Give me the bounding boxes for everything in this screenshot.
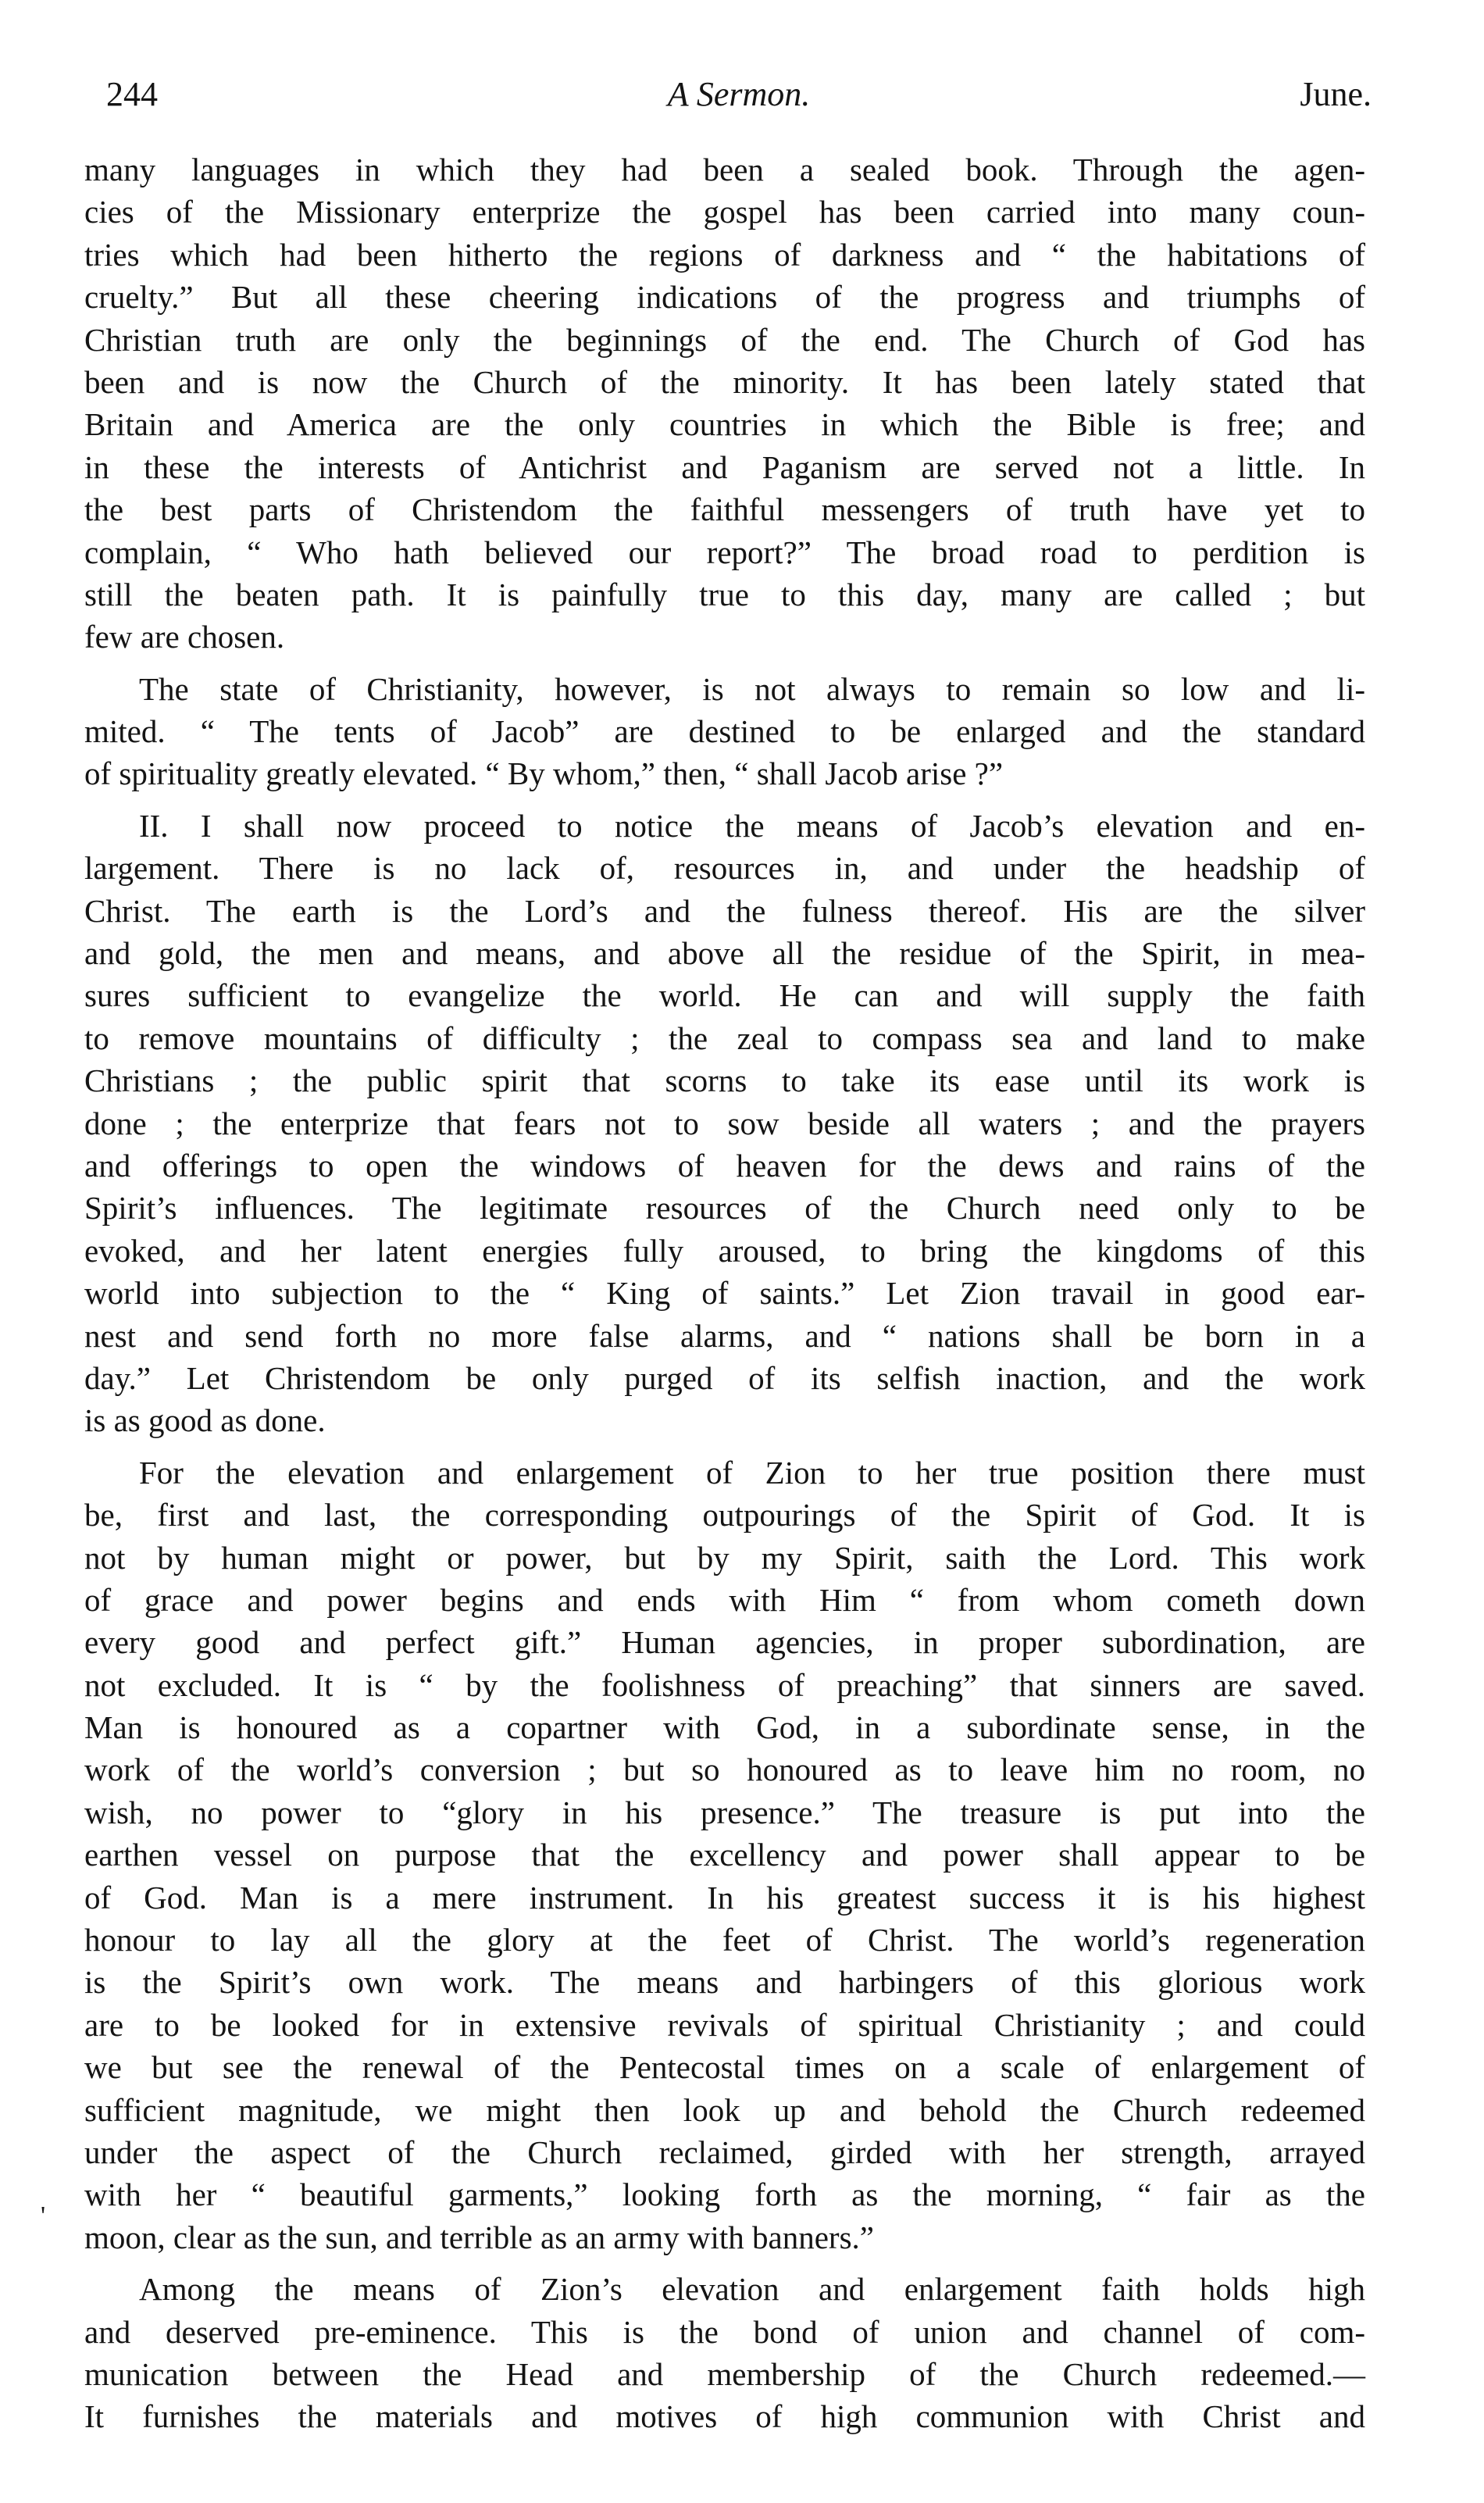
running-title: A Sermon. — [667, 75, 811, 113]
text-line: not excluded. It is “ by the foolishness of preaching” that sinners are saved. — [84, 1666, 1365, 1703]
text-line: II. I shall now proceed to notice the means of Jacob’s elevation and en- — [139, 807, 1365, 844]
text-line: sufficient magnitude, we might then look up and behold the Church redeemed — [84, 2091, 1365, 2128]
text-line: honour to lay all the glory at the feet of Christ. The world’s regeneration — [84, 1922, 1365, 1958]
text-line: munication between the Head and membership of the Church redeemed.— — [84, 2355, 1365, 2392]
text-line: under the aspect of the Church reclaimed, girded with her strength, arrayed — [84, 2133, 1365, 2170]
text-line: world into subjection to the “ King of saints.” Let Zion travail in good ear- — [84, 1275, 1365, 1312]
paragraph — [84, 1451, 1365, 2258]
text-line: the best parts of Christendom the faithful messengers of truth have yet to — [84, 491, 1365, 528]
text-line: It furnishes the materials and motives of high communion with Christ and — [84, 2398, 1365, 2435]
paragraph-gap — [84, 2258, 1365, 2268]
text-line: and gold, the men and means, and above all the residue of the Spirit, in mea- — [84, 935, 1365, 972]
header-month: June. — [1300, 75, 1372, 113]
text-line: cruelty.” But all these cheering indications of the progress and triumphs of — [84, 279, 1365, 316]
paragraph-gap — [84, 795, 1365, 805]
text-line: Spirit’s influences. The legitimate resources of the Church need only to be — [84, 1190, 1365, 1227]
text-line: For the elevation and enlargement of Zion to her true position there must — [139, 1454, 1365, 1491]
text-line: of grace and power begins and ends with Him “ from whom cometh down — [84, 1581, 1365, 1618]
paragraph-gap — [84, 1442, 1365, 1451]
text-line: is as good as done. — [84, 1402, 326, 1439]
text-line: Man is honoured as a copartner with God, in a subordinate sense, in the — [84, 1709, 1365, 1746]
text-line: of spirituality greatly elevated. “ By whom,” then, “ shall Jacob arise ?” — [84, 755, 1004, 792]
text-line: still the beaten path. It is painfully true to this day, many are called ; but — [84, 576, 1365, 612]
text-line: and deserved pre-eminence. This is the bond of union and channel of com- — [84, 2313, 1365, 2350]
margin-mark: ' — [41, 2201, 46, 2230]
text-line: every good and perfect gift.” Human agencies, in proper subordination, are — [84, 1624, 1365, 1661]
page-header — [106, 67, 1372, 122]
text-line: The state of Christianity, however, is not always to remain so low and li- — [139, 670, 1365, 707]
paragraph-gap — [84, 659, 1365, 668]
text-line: Britain and America are the only countries in which the Bible is free; and — [84, 406, 1365, 443]
paragraph — [84, 668, 1365, 795]
text-line: wish, no power to “glory in his presence.” The treasure is put into the — [84, 1794, 1365, 1830]
text-line: with her “ beautiful garments,” looking forth as the morning, “ fair as the — [84, 2176, 1365, 2213]
text-line: in these the interests of Antichrist and Paganism are served not a little. In — [84, 448, 1365, 485]
text-line: mited. “ The tents of Jacob” are destined to be enlarged and the standard — [84, 713, 1365, 750]
text-line: many languages in which they had been a sealed book. Through the agen- — [84, 152, 1365, 187]
text-line: not by human might or power, but by my Spirit, saith the Lord. This work — [84, 1539, 1365, 1576]
text-line: largement. There is no lack of, resources in, and under the headship of — [84, 850, 1365, 887]
text-line: been and is now the Church of the minority. It has been lately stated that — [84, 363, 1365, 400]
text-line: tries which had been hitherto the regions of darkness and “ the habitations of — [84, 236, 1365, 273]
text-line: Christian truth are only the beginnings of the end. The Church of God has — [84, 321, 1365, 358]
text-line: complain, “ Who hath believed our report?” The broad road to perdition is — [84, 534, 1365, 570]
text-line: moon, clear as the sun, and terrible as an army with banners.” — [84, 2219, 874, 2255]
text-line: and offerings to open the windows of heaven for the dews and rains of the — [84, 1147, 1365, 1184]
sermon-body-text — [84, 148, 1365, 2438]
text-line: Christians ; the public spirit that scorns to take its ease until its work is — [84, 1062, 1365, 1099]
text-line: done ; the enterprize that fears not to sow beside all waters ; and the prayers — [84, 1105, 1365, 1141]
paragraph — [84, 805, 1365, 1442]
paragraph — [84, 148, 1365, 659]
text-line: work of the world’s conversion ; but so honoured as to leave him no room, no — [84, 1751, 1365, 1788]
text-line: earthen vessel on purpose that the excellency and power shall appear to be — [84, 1837, 1365, 1873]
text-line: to remove mountains of difficulty ; the zeal to compass sea and land to make — [84, 1019, 1365, 1056]
text-line: sures sufficient to evangelize the world. He can and will supply the faith — [84, 977, 1365, 1014]
text-line: evoked, and her latent energies fully aroused, to bring the kingdoms of this — [84, 1232, 1365, 1269]
text-line: day.” Let Christendom be only purged of its selfish inaction, and the work — [84, 1359, 1365, 1396]
text-line: cies of the Missionary enterprize the gospel has been carried into many coun- — [84, 194, 1365, 230]
paragraph — [84, 2268, 1365, 2438]
text-line: Among the means of Zion’s elevation and enlargement faith holds high — [139, 2271, 1365, 2308]
text-line: we but see the renewal of the Pentecostal times on a scale of enlargement of — [84, 2049, 1365, 2086]
text-line: Christ. The earth is the Lord’s and the fulness thereof. His are the silver — [84, 892, 1365, 929]
text-line: few are chosen. — [84, 619, 285, 655]
text-line: are to be looked for in extensive revivals of spiritual Christianity ; and could — [84, 2006, 1365, 2043]
text-line: is the Spirit’s own work. The means and harbingers of this glorious work — [84, 1964, 1365, 2001]
text-line: nest and send forth no more false alarms, and “ nations shall be born in a — [84, 1317, 1365, 1354]
text-line: of God. Man is a mere instrument. In his greatest success it is his highest — [84, 1879, 1365, 1916]
text-line: be, first and last, the corresponding outpourings of the Spirit of God. It is — [84, 1497, 1365, 1534]
page-number: 244 — [106, 75, 158, 113]
